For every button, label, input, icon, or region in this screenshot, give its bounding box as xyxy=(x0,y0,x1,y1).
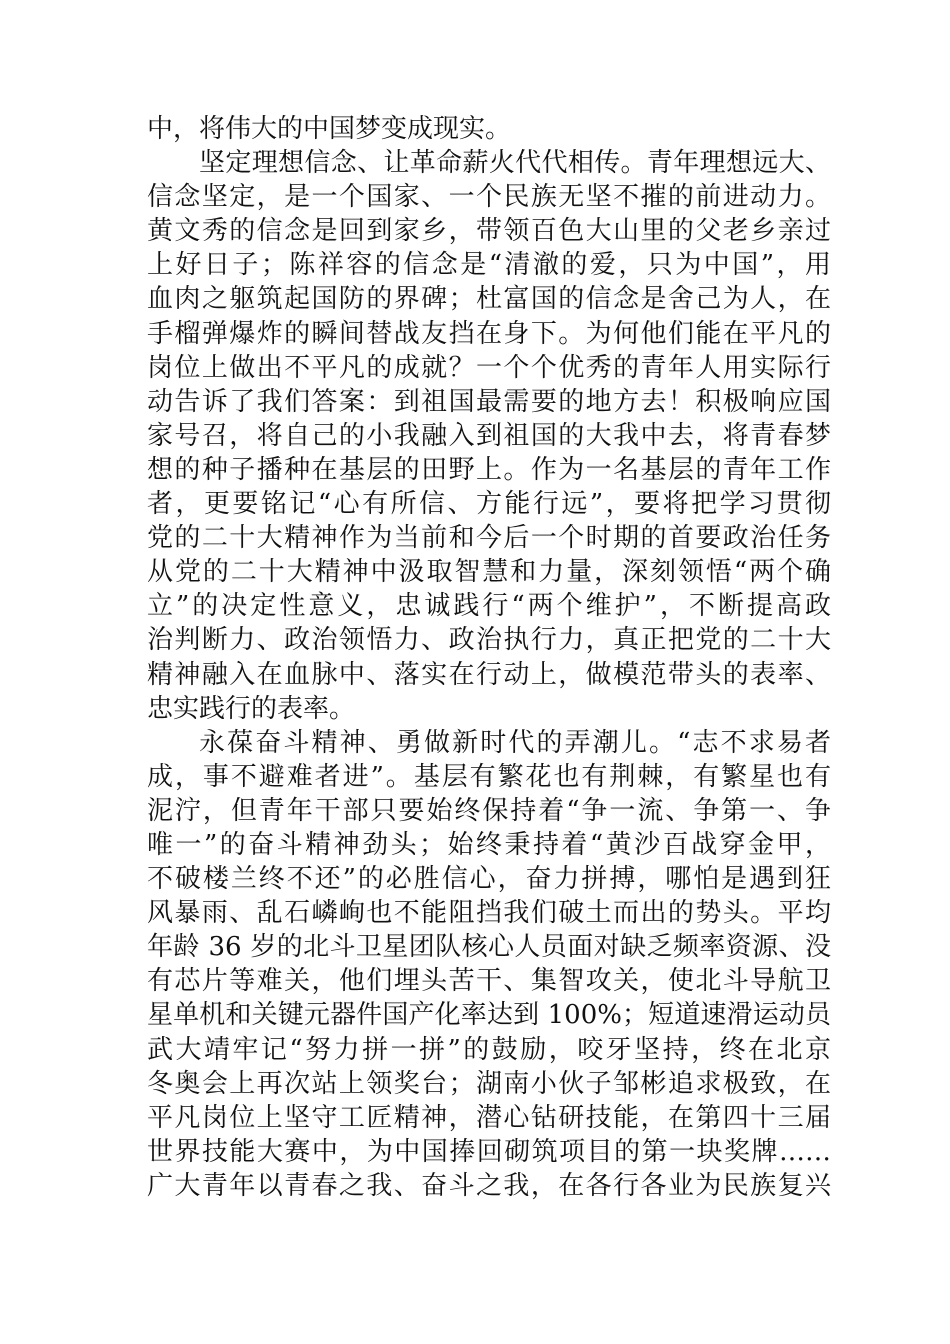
paragraph-line: 冬奥会上再次站上领奖台；湖南小伙子邹彬追求极致，在 xyxy=(147,1068,831,1099)
paragraph-line: 治判断力、政治领悟力、政治执行力，真正把党的二十大 xyxy=(147,625,831,656)
paragraph-line: 唯一”的奋斗精神劲头；始终秉持着“黄沙百战穿金甲， xyxy=(147,829,831,860)
paragraph-line: 泥泞，但青年干部只要始终保持着“争一流、争第一、争 xyxy=(147,795,831,826)
paragraph-line: 年龄 36 岁的北斗卫星团队核心人员面对缺乏频率资源、没 xyxy=(147,932,831,963)
paragraph-line: 不破楼兰终不还”的必胜信心，奋力拼搏，哪怕是遇到狂 xyxy=(147,864,831,895)
paragraph-line: 世界技能大赛中，为中国捧回砌筑项目的第一块奖牌…… xyxy=(147,1136,831,1167)
paragraph-line: 立”的决定性意义，忠诚践行“两个维护”，不断提高政 xyxy=(147,591,831,622)
paragraph-line: 信念坚定，是一个国家、一个民族无坚不摧的前进动力。 xyxy=(147,182,831,213)
paragraph-line: 风暴雨、乱石嶙峋也不能阻挡我们破土而出的势头。平均 xyxy=(147,898,831,929)
paragraph-line: 有芯片等难关，他们埋头苦干、集智攻关，使北斗导航卫 xyxy=(147,966,831,997)
paragraph-line: 者，更要铭记“心有所信、方能行远”，要将把学习贯彻 xyxy=(147,489,831,520)
paragraph-line: 武大靖牢记“努力拼一拼”的鼓励，咬牙坚持，终在北京 xyxy=(147,1034,831,1065)
paragraph-line: 黄文秀的信念是回到家乡，带领百色大山里的父老乡亲过 xyxy=(147,216,831,247)
paragraph-line: 忠实践行的表率。 xyxy=(147,693,356,724)
paragraph-line: 家号召，将自己的小我融入到祖国的大我中去，将青春梦 xyxy=(147,420,831,451)
paragraph-line: 广大青年以青春之我、奋斗之我，在各行各业为民族复兴 xyxy=(147,1170,831,1201)
paragraph-line: 手榴弹爆炸的瞬间替战友挡在身下。为何他们能在平凡的 xyxy=(147,318,831,349)
paragraph-line: 平凡岗位上坚守工匠精神，潜心钻研技能，在第四十三届 xyxy=(147,1102,831,1133)
paragraph-line: 星单机和关键元器件国产化率达到 100%；短道速滑运动员 xyxy=(147,1000,831,1031)
document-body xyxy=(147,112,831,1203)
paragraph-line: 坚定理想信念、让革命薪火代代相传。青年理想远大、 xyxy=(199,148,831,179)
paragraph-line: 血肉之躯筑起国防的界碑；杜富国的信念是舍己为人，在 xyxy=(147,284,831,315)
paragraph-line: 中，将伟大的中国梦变成现实。 xyxy=(147,114,512,144)
paragraph-line: 成，事不避难者进”。基层有繁花也有荆棘，有繁星也有 xyxy=(147,761,831,792)
paragraph-line: 动告诉了我们答案：到祖国最需要的地方去！积极响应国 xyxy=(147,386,831,417)
paragraph-line: 上好日子；陈祥容的信念是“清澈的爱，只为中国”，用 xyxy=(147,250,831,281)
paragraph-line: 想的种子播种在基层的田野上。作为一名基层的青年工作 xyxy=(147,454,831,485)
paragraph-line: 永葆奋斗精神、勇做新时代的弄潮儿。“志不求易者 xyxy=(199,727,831,758)
paragraph-line: 从党的二十大精神中汲取智慧和力量，深刻领悟“两个确 xyxy=(147,557,831,588)
paragraph-line: 岗位上做出不平凡的成就？一个个优秀的青年人用实际行 xyxy=(147,352,831,383)
paragraph-line: 精神融入在血脉中、落实在行动上，做模范带头的表率、 xyxy=(147,659,831,690)
paragraph-line: 党的二十大精神作为当前和今后一个时期的首要政治任务 xyxy=(147,523,831,554)
